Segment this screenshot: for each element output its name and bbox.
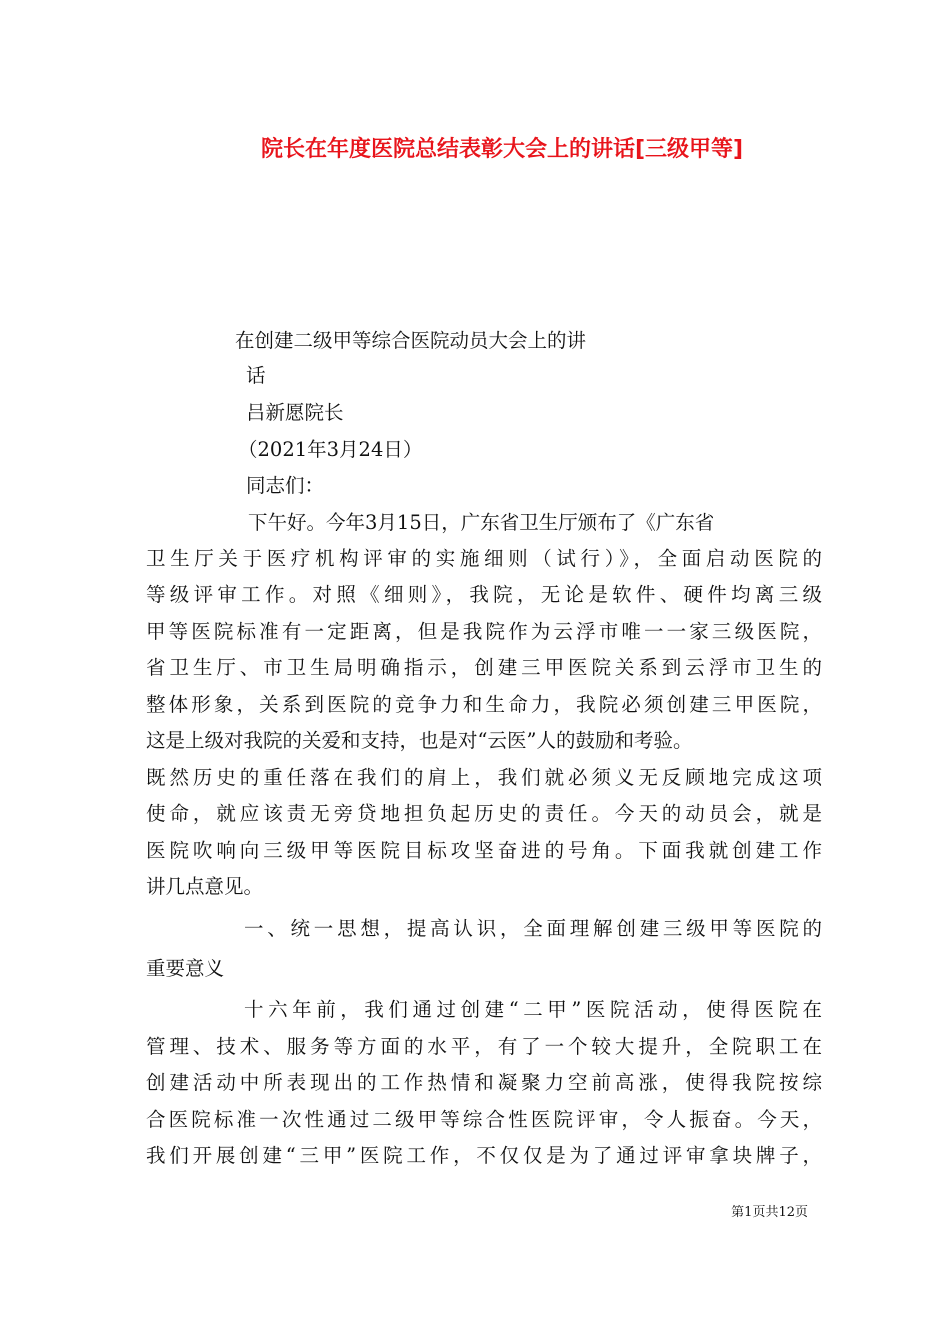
paragraph-line: 管理、技术、服务等方面的水平，有了一个较大提升，全院职工在 [146,1035,822,1058]
paragraph-line: 十六年前，我们通过创建“二甲”医院活动，使得医院在 [244,998,822,1021]
paragraph-line: 等级评审工作。对照《细则》，我院，无论是软件、硬件均离三级 [146,583,822,606]
speech-date: （2021年3月24日） [238,438,423,461]
paragraph-line: 省卫生厅、市卫生局明确指示，创建三甲医院关系到云浮市卫生的 [146,656,822,679]
speech-heading-line-1: 在创建二级甲等综合医院动员大会上的讲 [235,329,587,352]
paragraph-line: 我们开展创建“三甲”医院工作，不仅仅是为了通过评审拿块牌子， [146,1144,822,1167]
speech-heading-line-2: 话 [246,364,266,387]
document-title: 院长在年度医院总结表彰大会上的讲话[三级甲等] [260,137,744,162]
paragraph-line: 使命，就应该责无旁贷地担负起历史的责任。今天的动员会，就是 [146,802,822,825]
paragraph-line: 合医院标准一次性通过二级甲等综合性医院评审，令人振奋。今天， [146,1108,822,1131]
paragraph-line: 医院吹响向三级甲等医院目标攻坚奋进的号角。下面我就创建工作 [146,839,822,862]
paragraph-line: 创建活动中所表现出的工作热情和凝聚力空前高涨，使得我院按综 [146,1071,822,1094]
speaker-name: 吕新愿院长 [246,401,344,424]
section-heading-line-1: 一、统一思想，提高认识，全面理解创建三级甲等医院的 [244,917,822,940]
section-heading-line-2: 重要意义 [146,957,225,980]
page-number-footer: 第1页共12页 [731,1205,808,1220]
paragraph-line: 甲等医院标准有一定距离，但是我院作为云浮市唯一一家三级医院， [146,620,822,643]
paragraph-line: 下午好。今年3月15日，广东省卫生厅颁布了《广东省 [248,511,715,534]
salutation: 同志们： [246,474,325,497]
paragraph-line: 整体形象，关系到医院的竞争力和生命力，我院必须创建三甲医院， [146,693,822,716]
paragraph-line: 这是上级对我院的关爱和支持，也是对“云医”人的鼓励和考验。 [146,729,693,752]
paragraph-line: 既然历史的重任落在我们的肩上，我们就必须义无反顾地完成这项 [146,766,822,789]
paragraph-line: 卫生厅关于医疗机构评审的实施细则（试行）》，全面启动医院的 [146,547,822,570]
paragraph-line: 讲几点意见。 [146,875,264,898]
